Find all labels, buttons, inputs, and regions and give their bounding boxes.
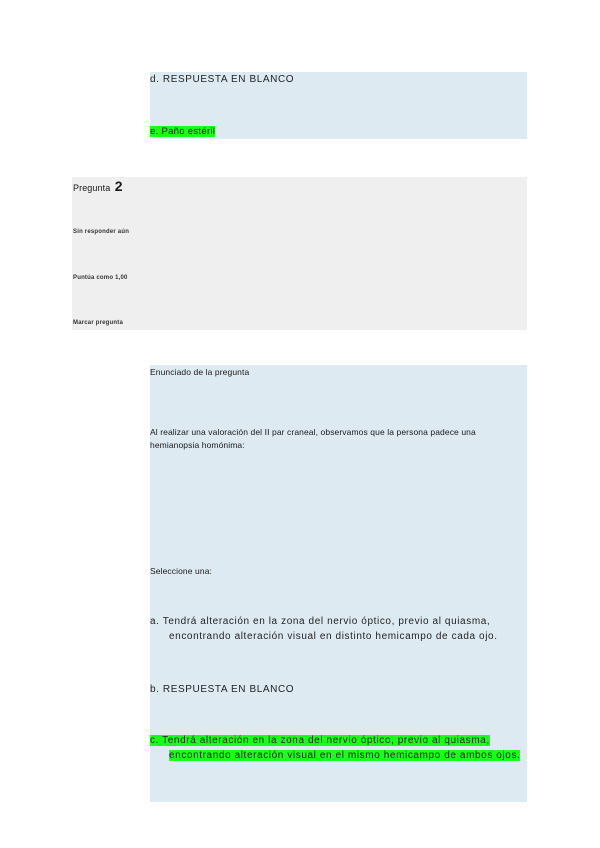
q2-option-c-line1: c. Tendrá alteración en la zona del nervio óptico, previo al quiasma, [150,735,490,746]
q2-option-a-line1: a. Tendrá alteración en la zona del nervio óptico, previo al quiasma, [150,616,491,627]
q2-option-b[interactable]: b. RESPUESTA EN BLANCO [150,684,295,695]
q2-score: Puntúa como 1,00 [73,275,128,281]
q1-option-e-label: e. Paño estéril [150,126,216,137]
q1-option-e[interactable] [150,126,215,137]
q2-status: Sin responder aún [73,229,130,235]
q2-flag-link[interactable]: Marcar pregunta [73,320,124,326]
q2-option-a-line2: encontrando alteración visual en distinto hemicampo de cada ojo. [169,631,498,642]
q2-option-c-line2: encontrando alteración visual en el mismo hemicampo de ambos ojos. [169,750,521,761]
q2-question-line1: Al realizar una valoración del II par craneal, observamos que la persona padece una [150,427,476,437]
q2-title [73,178,123,196]
q2-number: 2 [114,178,123,194]
q1-option-d-label: d. RESPUESTA EN BLANCO [150,74,295,85]
q2-statement-label: Enunciado de la pregunta [150,367,250,377]
q2-question-line2: hemianopsia homónima: [150,440,245,450]
q2-info-block [72,177,527,330]
q1-option-d[interactable] [150,74,294,85]
q2-title-prefix: Pregunta [73,183,111,193]
q2-select-label: Seleccione una: [150,566,212,576]
